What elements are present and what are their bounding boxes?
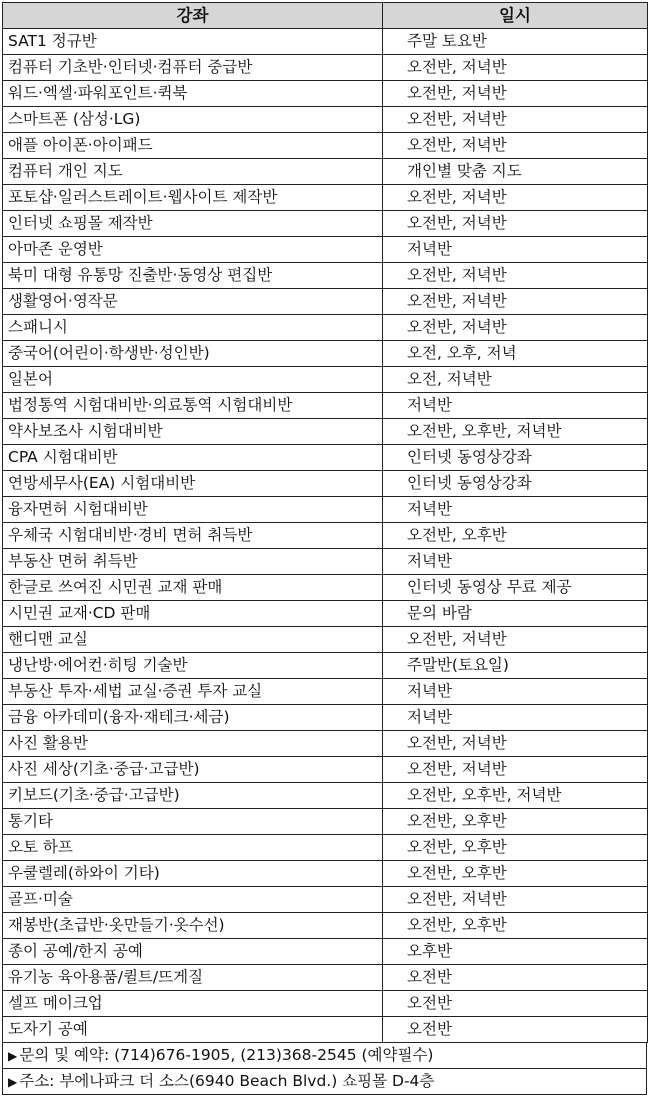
course-name-cell: CPA 시험대비반 [3, 445, 383, 471]
table-row [3, 185, 648, 211]
course-name-cell: 우체국 시험대비반·경비 면허 취득반 [3, 523, 383, 549]
table-row [3, 159, 648, 185]
schedule-cell: 오전반, 오후반 [383, 861, 648, 887]
course-name-cell: 워드·엑셀·파워포인트·퀵북 [3, 81, 383, 107]
table-row [3, 861, 648, 887]
schedule-cell: 저녁반 [383, 679, 648, 705]
table-row [3, 653, 648, 679]
course-name-cell: 융자면허 시험대비반 [3, 497, 383, 523]
schedule-cell: 인터넷 동영상강좌 [383, 445, 648, 471]
table-row [3, 237, 648, 263]
schedule-cell: 저녁반 [383, 237, 648, 263]
schedule-cell: 저녁반 [383, 393, 648, 419]
schedule-cell: 개인별 맞춤 지도 [383, 159, 648, 185]
course-name-cell: 키보드(기초·중급·고급반) [3, 783, 383, 809]
schedule-cell: 오전반, 저녁반 [383, 107, 648, 133]
schedule-cell: 오전반 [383, 991, 648, 1017]
course-name-cell: 통기타 [3, 809, 383, 835]
course-schedule-table [2, 2, 648, 1043]
course-name-cell: 냉난방·에어컨·히팅 기술반 [3, 653, 383, 679]
schedule-cell: 인터넷 동영상 무료 제공 [383, 575, 648, 601]
course-name-cell: 애플 아이폰·아이패드 [3, 133, 383, 159]
schedule-cell: 오전반, 저녁반 [383, 81, 648, 107]
course-name-cell: 시민권 교재·CD 판매 [3, 601, 383, 627]
schedule-cell: 오전반 [383, 965, 648, 991]
address-note [2, 1069, 647, 1095]
schedule-cell: 오전반, 저녁반 [383, 315, 648, 341]
table-row [3, 679, 648, 705]
course-name-cell: 오토 하프 [3, 835, 383, 861]
table-row [3, 887, 648, 913]
table-row [3, 601, 648, 627]
course-name-cell: 생활영어·영작문 [3, 289, 383, 315]
schedule-cell: 주말 토요반 [383, 29, 648, 55]
course-name-cell: 도자기 공예 [3, 1017, 383, 1043]
table-row [3, 497, 648, 523]
table-row [3, 523, 648, 549]
table-row [3, 445, 648, 471]
course-name-cell: 핸디맨 교실 [3, 627, 383, 653]
table-row [3, 29, 648, 55]
schedule-cell: 오전반, 저녁반 [383, 55, 648, 81]
schedule-cell: 저녁반 [383, 497, 648, 523]
schedule-cell: 오전반 [383, 1017, 648, 1043]
course-name-cell: 스마트폰 (삼성·LG) [3, 107, 383, 133]
table-row [3, 575, 648, 601]
course-name-cell: 일본어 [3, 367, 383, 393]
table-row [3, 913, 648, 939]
course-name-cell: 중국어(어린이·학생반·성인반) [3, 341, 383, 367]
course-name-cell: 셀프 메이크업 [3, 991, 383, 1017]
contact-text: 문의 및 예약: (714)676-1905, (213)368-2545 (예약필수) [19, 1046, 434, 1064]
table-row [3, 1017, 648, 1043]
table-row [3, 341, 648, 367]
schedule-cell: 오전반, 저녁반 [383, 211, 648, 237]
table-body [3, 29, 648, 1043]
triangle-marker-icon: ▶ [8, 1075, 18, 1089]
course-name-cell: SAT1 정규반 [3, 29, 383, 55]
schedule-cell: 오전반, 저녁반 [383, 185, 648, 211]
table-row [3, 731, 648, 757]
table-row [3, 393, 648, 419]
schedule-cell: 오전반, 오후반 [383, 809, 648, 835]
schedule-cell: 오후반 [383, 939, 648, 965]
table-row [3, 627, 648, 653]
course-name-cell: 약사보조사 시험대비반 [3, 419, 383, 445]
table-row [3, 289, 648, 315]
table-header-row [3, 3, 648, 29]
column-header-schedule: 일시 [383, 3, 648, 29]
course-name-cell: 법정통역 시험대비반·의료통역 시험대비반 [3, 393, 383, 419]
triangle-marker-icon: ▶ [8, 1049, 18, 1063]
schedule-cell: 오전, 저녁반 [383, 367, 648, 393]
table-row [3, 107, 648, 133]
course-name-cell: 유기농 육아용품/퀼트/뜨게질 [3, 965, 383, 991]
course-name-cell: 골프·미술 [3, 887, 383, 913]
course-name-cell: 인터넷 쇼핑몰 제작반 [3, 211, 383, 237]
table-row [3, 55, 648, 81]
course-name-cell: 컴퓨터 개인 지도 [3, 159, 383, 185]
table-row [3, 965, 648, 991]
table-row [3, 705, 648, 731]
table-row [3, 133, 648, 159]
schedule-cell: 오전반, 저녁반 [383, 133, 648, 159]
table-row [3, 991, 648, 1017]
schedule-cell: 오전반, 오후반, 저녁반 [383, 419, 648, 445]
table-row [3, 315, 648, 341]
course-name-cell: 스패니시 [3, 315, 383, 341]
course-name-cell: 부동산 투자·세법 교실·증권 투자 교실 [3, 679, 383, 705]
schedule-cell: 오전반, 오후반 [383, 835, 648, 861]
course-name-cell: 북미 대형 유통망 진출반·동영상 편집반 [3, 263, 383, 289]
schedule-cell: 오전반, 저녁반 [383, 757, 648, 783]
schedule-cell: 인터넷 동영상강좌 [383, 471, 648, 497]
table-row [3, 783, 648, 809]
schedule-cell: 오전반, 저녁반 [383, 627, 648, 653]
table-row [3, 211, 648, 237]
course-name-cell: 연방세무사(EA) 시험대비반 [3, 471, 383, 497]
course-name-cell: 한글로 쓰여진 시민권 교재 판매 [3, 575, 383, 601]
course-name-cell: 컴퓨터 기초반·인터넷·컴퓨터 중급반 [3, 55, 383, 81]
course-name-cell: 종이 공예/한지 공예 [3, 939, 383, 965]
table-row [3, 757, 648, 783]
course-name-cell: 재봉반(초급반·옷만들기·옷수선) [3, 913, 383, 939]
table-row [3, 471, 648, 497]
address-text: 주소: 부에나파크 더 소스(6940 Beach Blvd.) 쇼핑몰 D-4층 [19, 1072, 435, 1090]
table-row [3, 81, 648, 107]
course-name-cell: 포토샵·일러스트레이트·웹사이트 제작반 [3, 185, 383, 211]
schedule-cell: 문의 바람 [383, 601, 648, 627]
course-name-cell: 부동산 면허 취득반 [3, 549, 383, 575]
schedule-cell: 오전반, 저녁반 [383, 263, 648, 289]
table-row [3, 263, 648, 289]
table-row [3, 419, 648, 445]
schedule-cell: 오전반, 저녁반 [383, 731, 648, 757]
course-name-cell: 우쿨렐레(하와이 기타) [3, 861, 383, 887]
contact-note [2, 1043, 647, 1069]
course-name-cell: 아마존 운영반 [3, 237, 383, 263]
table-row [3, 939, 648, 965]
column-header-course: 강좌 [3, 3, 383, 29]
schedule-cell: 오전반, 오후반 [383, 523, 648, 549]
table-row [3, 549, 648, 575]
schedule-cell: 오전반, 저녁반 [383, 887, 648, 913]
schedule-cell: 주말반(토요일) [383, 653, 648, 679]
schedule-cell: 저녁반 [383, 549, 648, 575]
course-schedule-sheet [2, 2, 647, 1095]
table-row [3, 809, 648, 835]
schedule-cell: 오전반, 저녁반 [383, 289, 648, 315]
course-name-cell: 사진 활용반 [3, 731, 383, 757]
course-name-cell: 사진 세상(기초·중급·고급반) [3, 757, 383, 783]
table-row [3, 835, 648, 861]
schedule-cell: 오전, 오후, 저녁 [383, 341, 648, 367]
schedule-cell: 오전반, 오후반, 저녁반 [383, 783, 648, 809]
table-row [3, 367, 648, 393]
schedule-cell: 저녁반 [383, 705, 648, 731]
schedule-cell: 오전반, 오후반 [383, 913, 648, 939]
course-name-cell: 금융 아카데미(융자·재테크·세금) [3, 705, 383, 731]
